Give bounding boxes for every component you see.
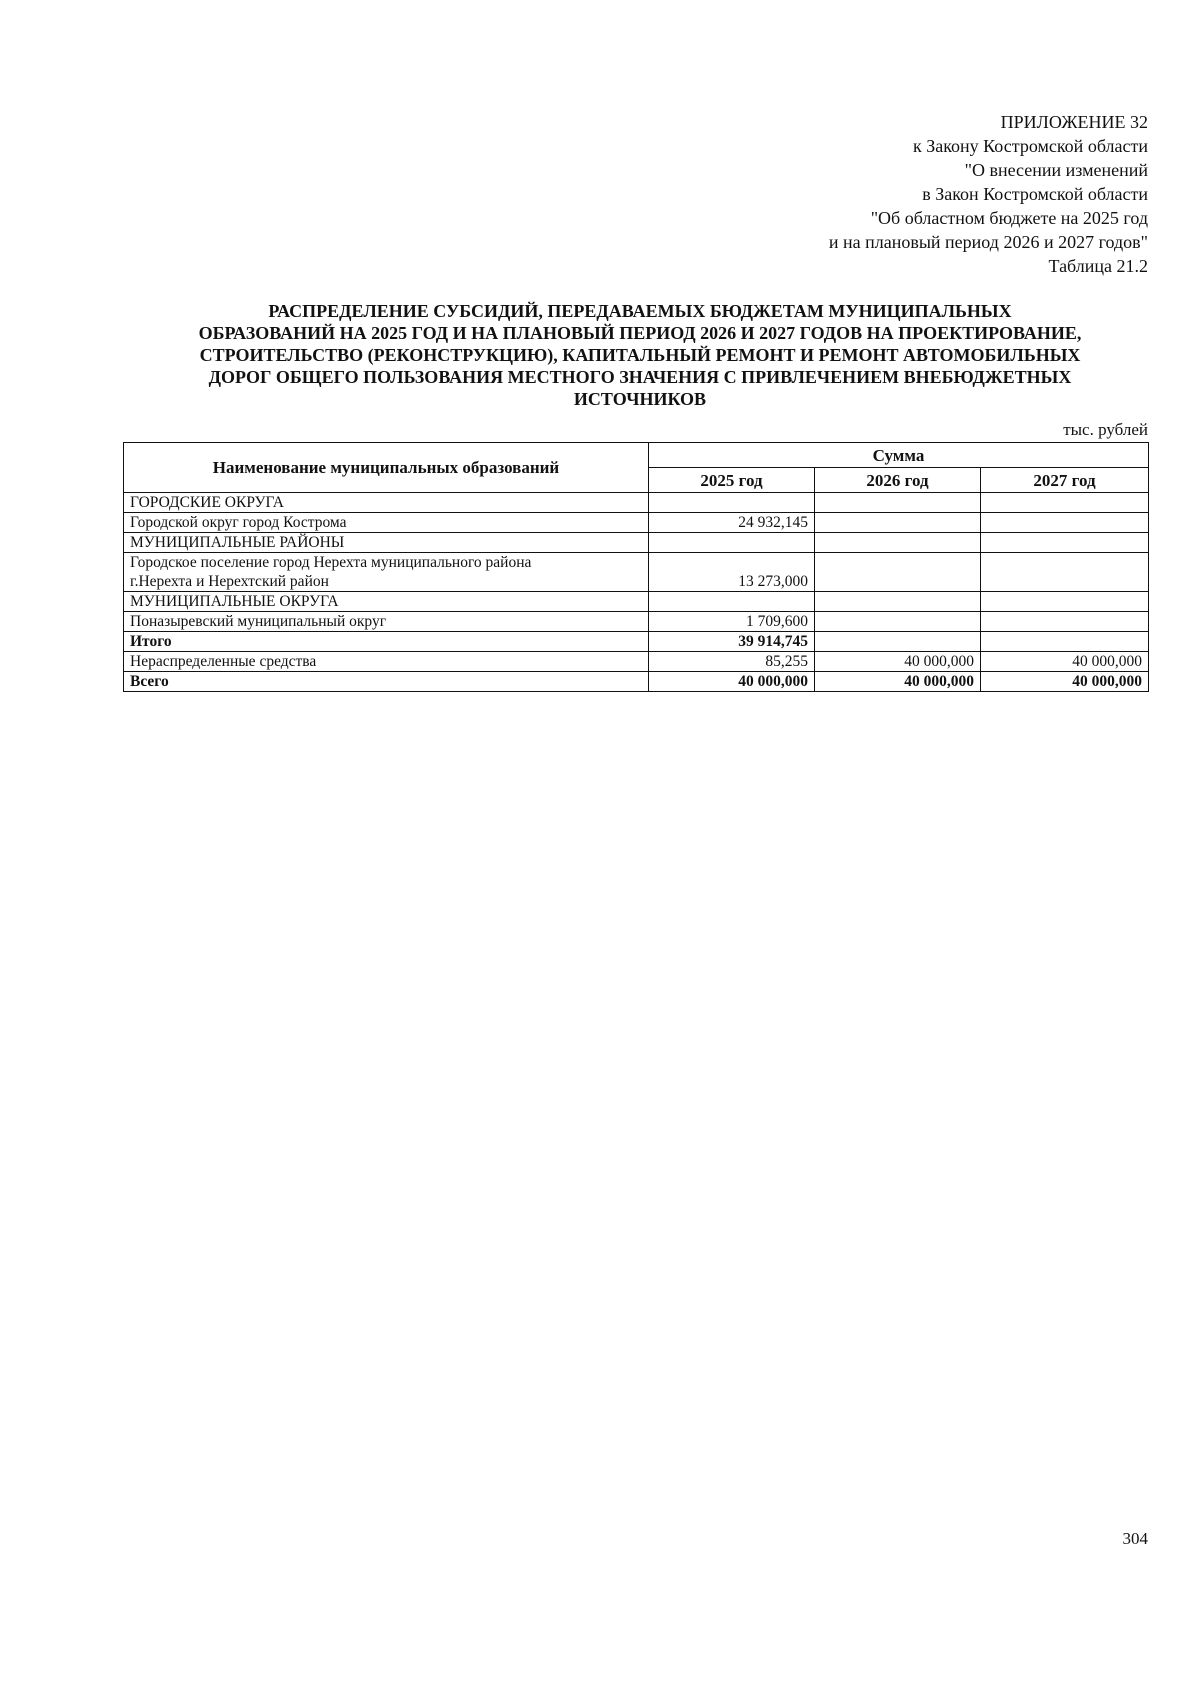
- value-2027: 40 000,000: [981, 652, 1149, 672]
- value-2026: [815, 612, 981, 632]
- title-line: РАСПРЕДЕЛЕНИЕ СУБСИДИЙ, ПЕРЕДАВАЕМЫХ БЮДЖЕТАМ МУНИЦИПАЛЬНЫХ: [268, 301, 1012, 321]
- row-name-line: Городское поселение город Нерехта муниципального района: [130, 554, 532, 571]
- appendix-line: ПРИЛОЖЕНИЕ 32: [1000, 112, 1148, 132]
- table-row-subtotal: [124, 632, 1149, 652]
- row-name-line: г.Нерехта и Нерехтский район: [130, 573, 329, 590]
- column-header-name: Наименование муниципальных образований: [124, 443, 649, 493]
- value-2025: [649, 592, 815, 612]
- row-name: ГОРОДСКИЕ ОКРУГА: [124, 493, 649, 513]
- table-row-total: [124, 672, 1149, 692]
- row-name: Городской округ город Кострома: [124, 513, 649, 533]
- column-header-2027: 2027 год: [981, 468, 1149, 493]
- table-number: Таблица 21.2: [1048, 256, 1148, 276]
- title-line: ОБРАЗОВАНИЙ НА 2025 ГОД И НА ПЛАНОВЫЙ ПЕРИОД 2026 И 2027 ГОДОВ НА ПРОЕКТИРОВАНИЕ,: [198, 323, 1082, 343]
- appendix-line: "О внесении изменений: [964, 160, 1148, 180]
- table-row: [124, 592, 1149, 612]
- appendix-line: в Закон Костромской области: [922, 184, 1148, 204]
- value-2027: [981, 612, 1149, 632]
- document-title: [120, 300, 1160, 410]
- value-2025: [649, 533, 815, 553]
- title-line: СТРОИТЕЛЬСТВО (РЕКОНСТРУКЦИЮ), КАПИТАЛЬНЫЙ РЕМОНТ И РЕМОНТ АВТОМОБИЛЬНЫХ: [199, 345, 1081, 365]
- value-2026: [815, 592, 981, 612]
- title-line: ДОРОГ ОБЩЕГО ПОЛЬЗОВАНИЯ МЕСТНОГО ЗНАЧЕНИЯ С ПРИВЛЕЧЕНИЕМ ВНЕБЮДЖЕТНЫХ: [208, 367, 1072, 387]
- value-2026: [815, 553, 981, 592]
- value-2027: [981, 513, 1149, 533]
- appendix-header: [829, 110, 1148, 278]
- row-name: Нераспределенные средства: [124, 652, 649, 672]
- value-2025: 13 273,000: [649, 553, 815, 592]
- title-line: ИСТОЧНИКОВ: [573, 389, 707, 409]
- unit-label: тыс. рублей: [1063, 420, 1148, 439]
- row-name: Поназыревский муниципальный округ: [124, 612, 649, 632]
- appendix-line: и на плановый период 2026 и 2027 годов": [828, 232, 1148, 252]
- value-2025: [649, 493, 815, 513]
- value-2025: 40 000,000: [649, 672, 815, 692]
- value-2027: [981, 533, 1149, 553]
- table-row: [124, 612, 1149, 632]
- value-2026: 40 000,000: [815, 672, 981, 692]
- column-header-2026: 2026 год: [815, 468, 981, 493]
- row-name: Итого: [124, 632, 649, 652]
- value-2027: [981, 553, 1149, 592]
- value-2025: 24 932,145: [649, 513, 815, 533]
- value-2026: [815, 632, 981, 652]
- value-2026: [815, 533, 981, 553]
- row-name: [124, 553, 649, 592]
- value-2027: [981, 493, 1149, 513]
- column-header-sum: Сумма: [649, 443, 1149, 468]
- table-row: [124, 553, 1149, 592]
- value-2026: [815, 493, 981, 513]
- value-2027: [981, 632, 1149, 652]
- column-header-2025: 2025 год: [649, 468, 815, 493]
- value-2027: 40 000,000: [981, 672, 1149, 692]
- table-row: [124, 493, 1149, 513]
- page-number: 304: [1122, 1529, 1148, 1548]
- table-header-row: [124, 443, 1149, 468]
- value-2026: 40 000,000: [815, 652, 981, 672]
- subsidies-table: [123, 442, 1149, 692]
- row-name: Всего: [124, 672, 649, 692]
- row-name: МУНИЦИПАЛЬНЫЕ ОКРУГА: [124, 592, 649, 612]
- table-row: [124, 652, 1149, 672]
- row-name: МУНИЦИПАЛЬНЫЕ РАЙОНЫ: [124, 533, 649, 553]
- value-2025: 39 914,745: [649, 632, 815, 652]
- value-2027: [981, 592, 1149, 612]
- value-2026: [815, 513, 981, 533]
- table-row: [124, 533, 1149, 553]
- value-2025: 1 709,600: [649, 612, 815, 632]
- appendix-line: к Закону Костромской области: [912, 136, 1148, 156]
- value-2025: 85,255: [649, 652, 815, 672]
- appendix-line: "Об областном бюджете на 2025 год: [870, 208, 1148, 228]
- table-row: [124, 513, 1149, 533]
